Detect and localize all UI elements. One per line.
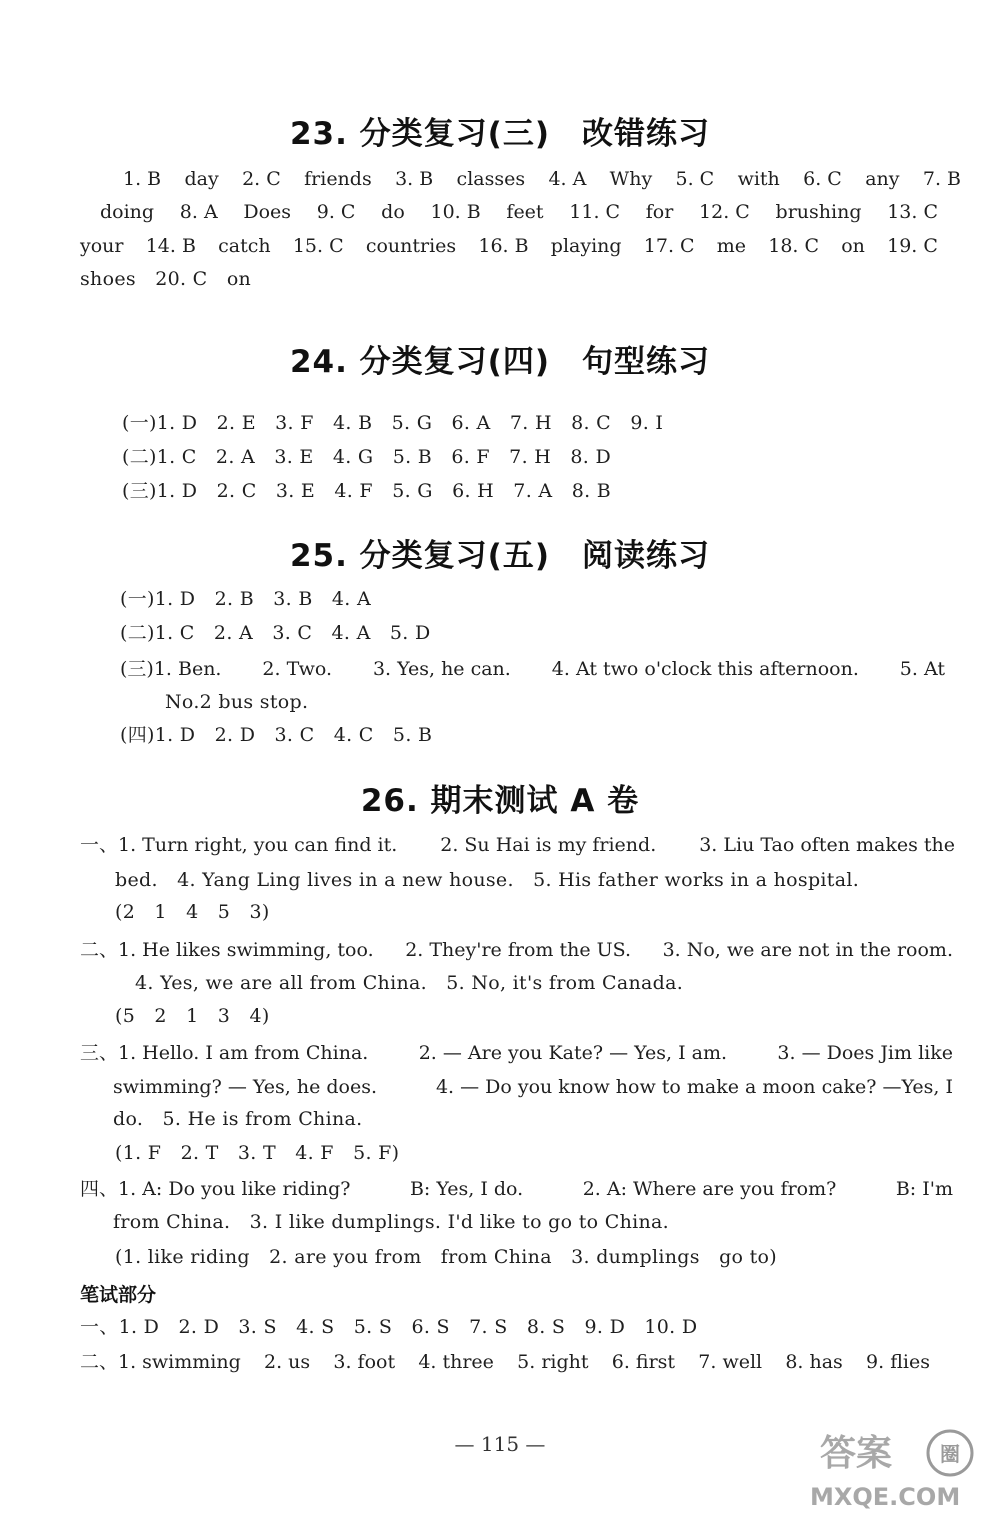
section-title-23: 23. 分类复习(三) 改错练习 bbox=[289, 116, 711, 152]
svg-text:MXQE.COM: MXQE.COM bbox=[810, 1483, 961, 1511]
answer-line: (三)1. D 2. C 3. E 4. F 5. G 6. H 7. A 8. B bbox=[122, 480, 612, 502]
answer-line: doing 8. A Does 9. C do 10. B feet 11. C for 12. C brushing 13. C bbox=[100, 201, 938, 223]
answer-line: your 14. B catch 15. C countries 16. B playing 17. C me 18. C on 19. C bbox=[80, 235, 938, 257]
answer-line: bed. 4. Yang Ling lives in a new house. 5. His father works in a hospital. bbox=[115, 869, 860, 891]
section-title-26: 26. 期末测试 A 卷 bbox=[360, 783, 640, 819]
answer-line: 二、1. swimming 2. us 3. foot 4. three 5. right 6. first 7. well 8. has 9. flies bbox=[80, 1351, 930, 1373]
svg-text:答案: 答案 bbox=[820, 1433, 893, 1474]
answer-line: (三)1. Ben. 2. Two. 3. Yes, he can. 4. At two o'clock this afternoon. 5. At bbox=[120, 658, 945, 680]
answer-line: 一、1. D 2. D 3. S 4. S 5. S 6. S 7. S 8. S 9. D 10. D bbox=[80, 1316, 698, 1338]
written-part-label: 笔试部分 bbox=[80, 1284, 157, 1306]
answer-line: (一)1. D 2. B 3. B 4. A bbox=[120, 588, 371, 610]
watermark-logo bbox=[800, 1423, 980, 1513]
answer-line: 三、1. Hello. I am from China. 2. — Are you Kate? — Yes, I am. 3. — Does Jim like bbox=[80, 1042, 953, 1064]
answer-line: 一、1. Turn right, you can find it. 2. Su Hai is my friend. 3. Liu Tao often makes the bbox=[80, 834, 955, 856]
answer-line: from China. 3. I like dumplings. I'd like to go to China. bbox=[113, 1211, 669, 1233]
page-number: — 115 — bbox=[454, 1432, 546, 1456]
answer-line: (一)1. D 2. E 3. F 4. B 5. G 6. A 7. H 8. C 9. I bbox=[122, 412, 664, 434]
answer-line: (四)1. D 2. D 3. C 4. C 5. B bbox=[120, 724, 433, 746]
answer-line: shoes 20. C on bbox=[80, 268, 252, 290]
answer-line: 二、1. He likes swimming, too. 2. They're from the US. 3. No, we are not in the room. bbox=[80, 939, 953, 961]
section-title-25: 25. 分类复习(五) 阅读练习 bbox=[289, 538, 711, 574]
answer-line: do. 5. He is from China. bbox=[113, 1108, 363, 1130]
answer-line: (1. F 2. T 3. T 4. F 5. F) bbox=[115, 1142, 400, 1164]
answer-line: 四、1. A: Do you like riding? B: Yes, I do. 2. A: Where are you from? B: I'm bbox=[80, 1178, 953, 1200]
answer-line: 1. B day 2. C friends 3. B classes 4. A Why 5. C with 6. C any 7. B bbox=[123, 168, 961, 190]
answer-line: (二)1. C 2. A 3. C 4. A 5. D bbox=[120, 622, 431, 644]
answer-line: (2 1 4 5 3) bbox=[115, 901, 270, 923]
answer-line: 4. Yes, we are all from China. 5. No, it's from Canada. bbox=[135, 972, 684, 994]
answer-line: swimming? — Yes, he does. 4. — Do you know how to make a moon cake? —Yes, I bbox=[113, 1076, 953, 1098]
watermark-icon bbox=[800, 1423, 980, 1513]
answer-line: No.2 bus stop. bbox=[165, 691, 309, 713]
answer-line: (5 2 1 3 4) bbox=[115, 1005, 270, 1027]
answer-line: (二)1. C 2. A 3. E 4. G 5. B 6. F 7. H 8. D bbox=[122, 446, 612, 468]
answer-line: (1. like riding 2. are you from from China 3. dumplings go to) bbox=[115, 1246, 778, 1268]
svg-text:圈: 圈 bbox=[940, 1442, 960, 1466]
section-title-24: 24. 分类复习(四) 句型练习 bbox=[289, 344, 711, 380]
